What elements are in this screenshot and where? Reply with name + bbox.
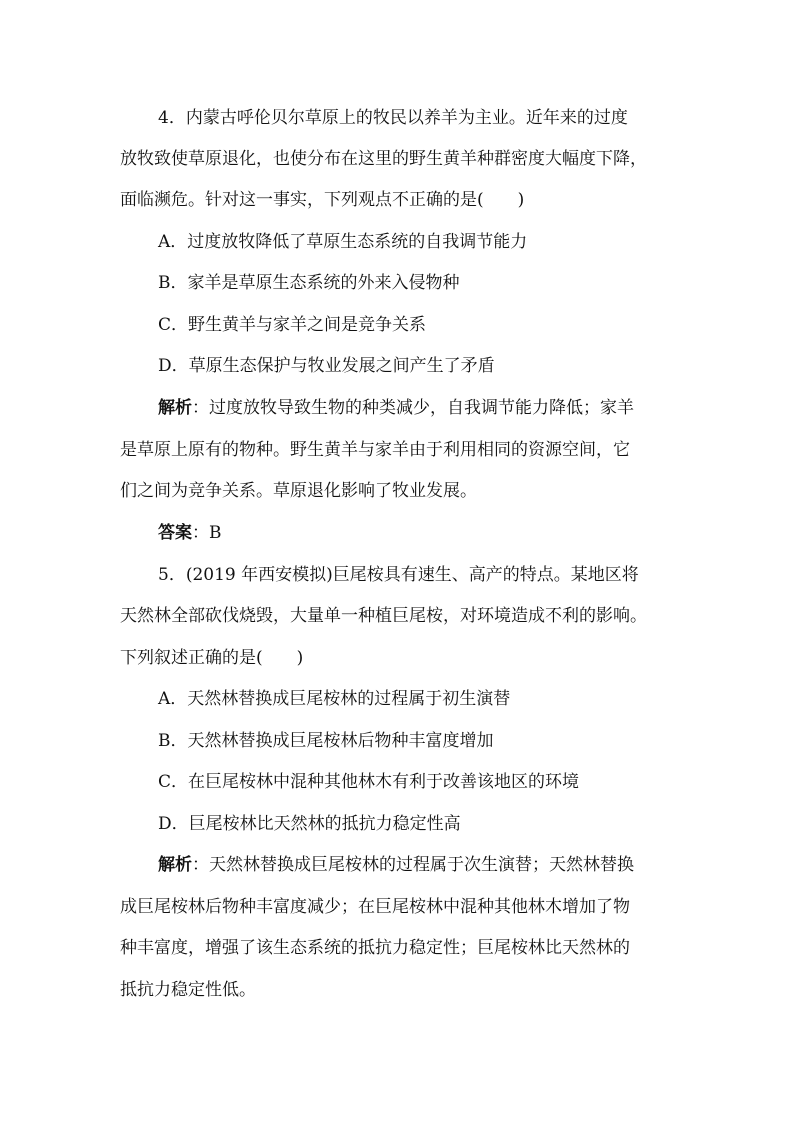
q5-analysis-line-1: [158, 853, 634, 877]
q5-stem-line-3: 下列叙述正确的是( ): [120, 648, 304, 668]
q5-analysis-text-1: ：天然林替换成巨尾桉林的过程属于次生演替；天然林替换: [192, 855, 634, 875]
q5-analysis-label: 解析: [158, 855, 192, 875]
q4-stem-line-3: 面临濒危。针对这一事实，下列观点不正确的是( ): [120, 190, 525, 210]
q5-analysis-line-4: 抵抗力稳定性低。: [120, 980, 256, 1000]
q5-analysis-line-3: 种丰富度，增强了该生态系统的抵抗力稳定性；巨尾桉林比天然林的: [120, 938, 630, 958]
q4-analysis-text-1: ：过度放牧导致生物的种类减少，自我调节能力降低；家羊: [192, 398, 634, 418]
q5-option-d: D．巨尾桉林比天然林的抵抗力稳定性高: [158, 814, 461, 834]
q4-analysis-label: 解析: [158, 398, 192, 418]
q5-stem-line-1: 5．(2019 年西安模拟)巨尾桉具有速生、高产的特点。某地区将: [158, 565, 639, 585]
q5-option-a: A．天然林替换成巨尾桉林的过程属于初生演替: [158, 689, 511, 709]
q5-option-c: C．在巨尾桉林中混种其他林木有利于改善该地区的环境: [158, 772, 580, 792]
q4-analysis-line-3: 们之间为竞争关系。草原退化影响了牧业发展。: [120, 481, 477, 501]
q4-stem-line-1: 4．内蒙古呼伦贝尔草原上的牧民以养羊为主业。近年来的过度: [158, 108, 628, 128]
q4-stem-line-2: 放牧致使草原退化，也使分布在这里的野生黄羊种群密度大幅度下降，: [120, 149, 647, 169]
q4-option-c: C．野生黄羊与家羊之间是竞争关系: [158, 315, 427, 335]
q5-option-b: B．天然林替换成巨尾桉林后物种丰富度增加: [158, 731, 494, 751]
q4-analysis-line-2: 是草原上原有的物种。野生黄羊与家羊由于利用相同的资源空间，它: [120, 440, 630, 460]
q4-analysis-line-1: [158, 396, 634, 420]
q4-option-d: D．草原生态保护与牧业发展之间产生了矛盾: [158, 356, 495, 376]
q5-analysis-line-2: 成巨尾桉林后物种丰富度减少；在巨尾桉林中混种其他林木增加了物: [120, 897, 630, 917]
q4-answer-label: 答案: [158, 523, 192, 543]
q5-stem-line-2: 天然林全部砍伐烧毁，大量单一种植巨尾桉，对环境造成不利的影响。: [120, 606, 647, 626]
q4-option-a: A．过度放牧降低了草原生态系统的自我调节能力: [158, 232, 528, 252]
q4-answer-line: [158, 521, 222, 545]
q4-option-b: B．家羊是草原生态系统的外来入侵物种: [158, 273, 460, 293]
q4-answer-value: ：B: [192, 523, 222, 543]
